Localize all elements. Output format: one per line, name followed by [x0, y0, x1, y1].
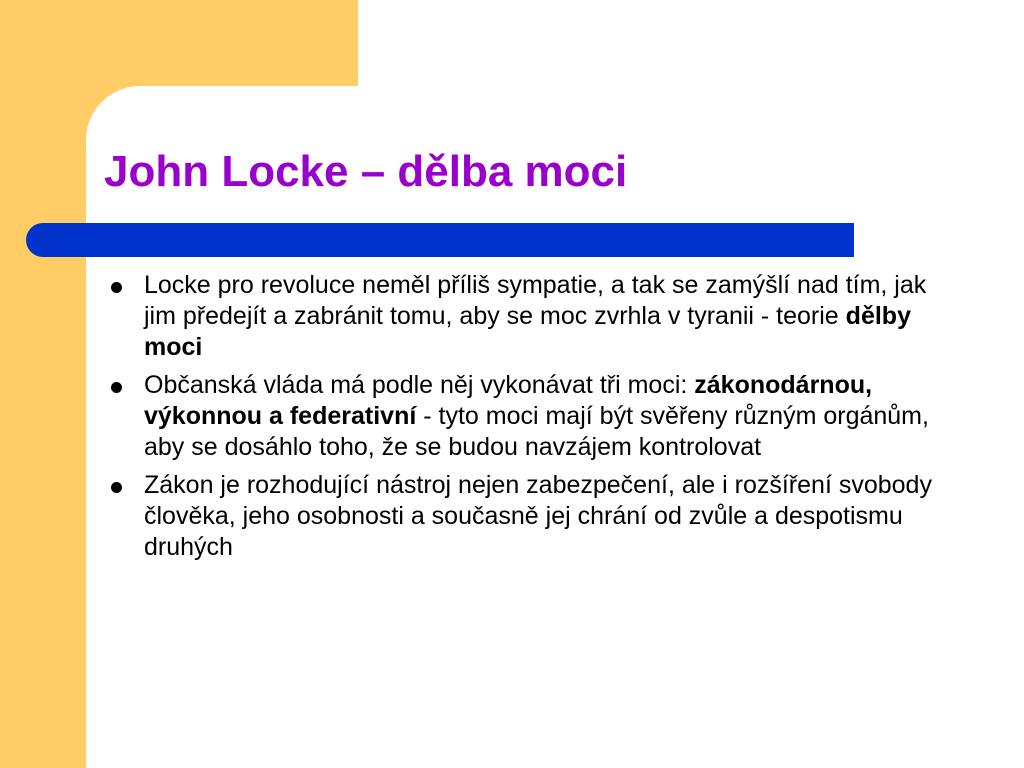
bullet-dot-icon	[111, 482, 122, 493]
bullet-text: Zákon je rozhodující nástroj nejen zabezpečení, ale i rozšíření svobody člověka, jeho osobnosti a současně jej chrání od zvůle a despotismu druhých	[144, 471, 932, 561]
bullet-text: Locke pro revoluce neměl příliš sympatie, a tak se zamýšlí nad tím, jak jim předejít a zabránit tomu, aby se moc zvrhla v tyranii - teorie	[144, 271, 927, 330]
slide-title: John Locke – dělba moci	[104, 147, 628, 196]
title-underline-bar	[26, 223, 854, 257]
bullet-item-1	[104, 270, 934, 363]
bullet-list	[104, 270, 934, 570]
bullet-item-3	[104, 470, 934, 563]
bullet-bold-text: zákonodárnou, výkonnou a federativní	[144, 371, 873, 430]
bullet-text-after: - tyto moci mají být svěřeny různým orgánům, aby se dosáhlo toho, že se budou navzájem kontrolovat	[144, 402, 929, 461]
bullet-text: Občanská vláda má podle něj vykonávat tři moci:	[144, 371, 695, 399]
bullet-item-2	[104, 370, 934, 463]
bullet-dot-icon	[111, 282, 122, 293]
bullet-bold-text: dělby moci	[144, 302, 911, 361]
bullet-dot-icon	[111, 382, 122, 393]
